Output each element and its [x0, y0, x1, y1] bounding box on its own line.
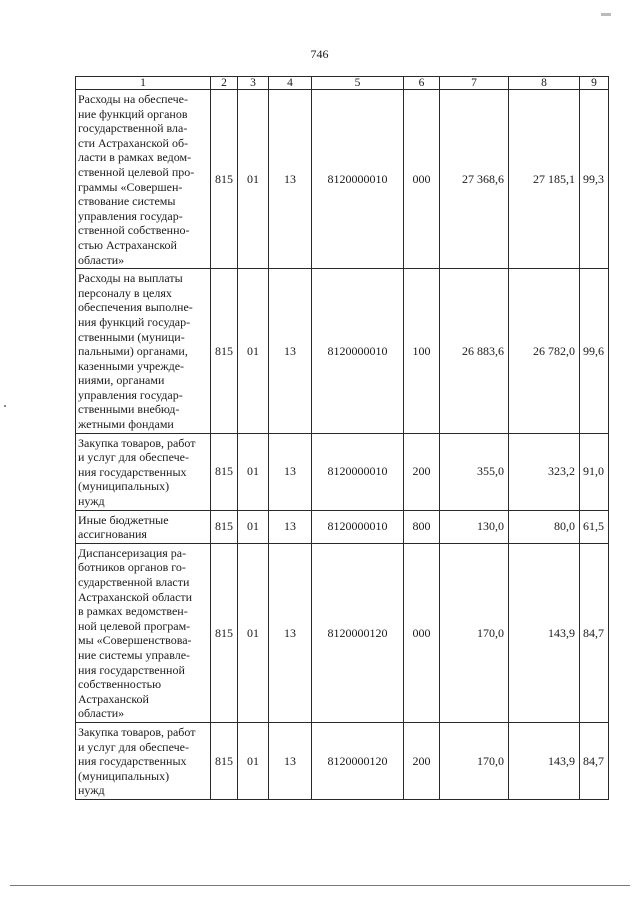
- description-line: мы «Совершенствова-: [78, 633, 192, 648]
- row-description: [76, 722, 211, 799]
- section-cell: 01: [238, 433, 269, 510]
- description-line: обеспечения выполне-: [78, 300, 193, 315]
- description-line: сударственной власти: [78, 575, 190, 589]
- column-header: 9: [580, 77, 609, 90]
- ministry-code-cell: 815: [211, 543, 238, 722]
- scan-speck: [4, 405, 6, 407]
- description-line: ние системы управле-: [78, 647, 191, 662]
- scan-speck: [601, 13, 611, 16]
- description-line: ствование системы: [78, 194, 176, 209]
- section-cell: 01: [238, 722, 269, 799]
- description-line: ственной целевой про-: [78, 164, 195, 179]
- subsection-cell: 13: [269, 722, 312, 799]
- subsection-cell: 13: [269, 543, 312, 722]
- description-line: ния государственной: [78, 662, 185, 677]
- expense-type-cell: 000: [404, 543, 440, 722]
- execution-percent-cell: 99,3: [580, 90, 609, 269]
- executed-amount-cell: 26 782,0: [509, 269, 580, 434]
- table-row: [76, 543, 609, 722]
- description-line: области»: [78, 252, 125, 267]
- description-line: ственной собственно-: [78, 223, 190, 238]
- description-line: сти Астраханской об-: [78, 135, 189, 150]
- description-line: нужд: [78, 783, 105, 798]
- description-line: и услуг для обеспече-: [78, 450, 189, 465]
- description-line: управления государ-: [78, 208, 183, 223]
- executed-amount-cell: 323,2: [509, 433, 580, 510]
- subsection-cell: 13: [269, 90, 312, 269]
- column-header: 7: [440, 77, 509, 90]
- description-line: области»: [78, 706, 125, 721]
- description-line: пальными) органами,: [78, 344, 188, 359]
- column-header: 8: [509, 77, 580, 90]
- description-line: ной целевой програм-: [78, 618, 191, 633]
- description-line: (муниципальных): [78, 479, 170, 494]
- executed-amount-cell: 143,9: [509, 543, 580, 722]
- approved-amount-cell: 170,0: [440, 543, 509, 722]
- budget-execution-table: [75, 76, 609, 800]
- approved-amount-cell: 170,0: [440, 722, 509, 799]
- description-line: жетными фондами: [78, 417, 174, 432]
- table-row: [76, 722, 609, 799]
- description-line: ассигнования: [78, 527, 147, 542]
- row-description: [76, 543, 211, 722]
- row-description: [76, 433, 211, 510]
- expense-type-cell: 200: [404, 722, 440, 799]
- description-line: в рамках ведомствен-: [78, 604, 188, 619]
- row-description: [76, 510, 211, 543]
- target-article-cell: 8120000010: [312, 269, 404, 434]
- table-row: [76, 510, 609, 543]
- execution-percent-cell: 91,0: [580, 433, 609, 510]
- executed-amount-cell: 143,9: [509, 722, 580, 799]
- target-article-cell: 8120000120: [312, 722, 404, 799]
- description-line: (муниципальных): [78, 768, 170, 783]
- description-line: Иные бюджетные: [78, 512, 169, 527]
- description-line: ниями, органами: [78, 373, 165, 388]
- table-header-row: [76, 77, 609, 90]
- execution-percent-cell: 99,6: [580, 269, 609, 434]
- description-line: ние функций органов: [78, 106, 188, 121]
- description-line: Астраханской: [78, 691, 149, 706]
- ministry-code-cell: 815: [211, 90, 238, 269]
- approved-amount-cell: 26 883,6: [440, 269, 509, 434]
- executed-amount-cell: 80,0: [509, 510, 580, 543]
- description-line: и услуг для обеспече-: [78, 739, 189, 754]
- expense-type-cell: 200: [404, 433, 440, 510]
- description-line: государственной вла-: [78, 121, 188, 136]
- expense-type-cell: 800: [404, 510, 440, 543]
- table-row: [76, 269, 609, 434]
- table-row: [76, 90, 609, 269]
- page-bottom-rule: [10, 885, 630, 886]
- ministry-code-cell: 815: [211, 269, 238, 434]
- subsection-cell: 13: [269, 269, 312, 434]
- executed-amount-cell: 27 185,1: [509, 90, 580, 269]
- column-header: 3: [238, 77, 269, 90]
- description-line: ния государственных: [78, 464, 187, 479]
- row-description: [76, 90, 211, 269]
- description-line: казенными учрежде-: [78, 358, 185, 373]
- ministry-code-cell: 815: [211, 433, 238, 510]
- section-cell: 01: [238, 269, 269, 434]
- description-line: Расходы на обеспече-: [78, 92, 188, 106]
- execution-percent-cell: 84,7: [580, 543, 609, 722]
- description-line: Расходы на выплаты: [78, 271, 183, 286]
- description-line: стью Астраханской: [78, 237, 177, 252]
- column-header: 4: [269, 77, 312, 90]
- section-cell: 01: [238, 543, 269, 722]
- description-line: Диспансеризация ра-: [78, 545, 187, 560]
- column-header: 1: [76, 77, 211, 90]
- description-line: граммы «Совершен-: [78, 179, 183, 194]
- target-article-cell: 8120000010: [312, 90, 404, 269]
- execution-percent-cell: 84,7: [580, 722, 609, 799]
- target-article-cell: 8120000120: [312, 543, 404, 722]
- section-cell: 01: [238, 90, 269, 269]
- description-line: ботников органов го-: [78, 560, 186, 575]
- description-line: ния государственных: [78, 754, 187, 769]
- approved-amount-cell: 355,0: [440, 433, 509, 510]
- column-header: 6: [404, 77, 440, 90]
- description-line: ственными внебюд-: [78, 402, 180, 417]
- page-number: 746: [310, 47, 329, 61]
- description-line: управления государ-: [78, 387, 183, 402]
- target-article-cell: 8120000010: [312, 510, 404, 543]
- ministry-code-cell: 815: [211, 722, 238, 799]
- expense-type-cell: 000: [404, 90, 440, 269]
- description-line: Закупка товаров, работ: [78, 435, 196, 450]
- subsection-cell: 13: [269, 433, 312, 510]
- description-line: собственностью: [78, 677, 162, 692]
- section-cell: 01: [238, 510, 269, 543]
- column-header: 2: [211, 77, 238, 90]
- description-line: ния функций государ-: [78, 314, 191, 329]
- description-line: Астраханской области: [78, 589, 193, 604]
- column-header: 5: [312, 77, 404, 90]
- approved-amount-cell: 130,0: [440, 510, 509, 543]
- description-line: Закупка товаров, работ: [78, 724, 196, 739]
- table-row: [76, 433, 609, 510]
- table-body: [76, 77, 609, 800]
- description-line: ственными (муници-: [78, 329, 185, 344]
- row-description: [76, 269, 211, 434]
- approved-amount-cell: 27 368,6: [440, 90, 509, 269]
- description-line: ласти в рамках ведом-: [78, 150, 192, 165]
- description-line: персоналу в целях: [78, 285, 172, 300]
- ministry-code-cell: 815: [211, 510, 238, 543]
- execution-percent-cell: 61,5: [580, 510, 609, 543]
- target-article-cell: 8120000010: [312, 433, 404, 510]
- subsection-cell: 13: [269, 510, 312, 543]
- expense-type-cell: 100: [404, 269, 440, 434]
- description-line: нужд: [78, 494, 105, 509]
